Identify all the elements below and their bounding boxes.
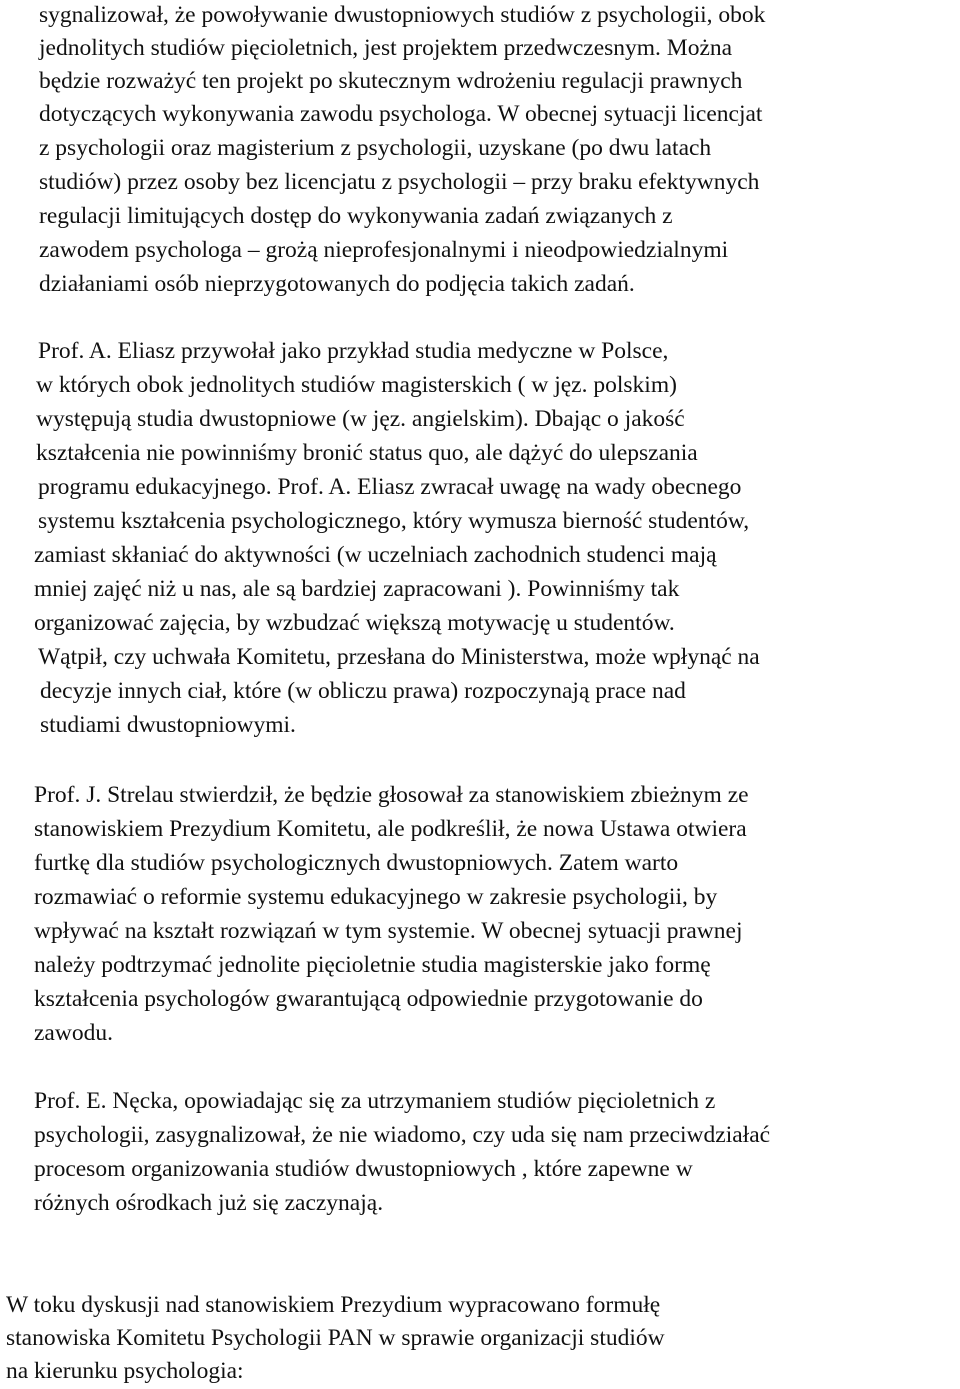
text-line: dotyczących wykonywania zawodu psychologa. W obecnej sytuacji licencjat bbox=[39, 101, 763, 127]
text-line: zamiast skłaniać do aktywności (w uczelniach zachodnich studenci mają bbox=[34, 542, 717, 568]
text-line: studiów) przez osoby bez licencjatu z psychologii – przy braku efektywnych bbox=[39, 169, 760, 195]
text-line: systemu kształcenia psychologicznego, który wymusza bierność studentów, bbox=[38, 508, 750, 534]
text-line: zawodem psychologa – grożą nieprofesjonalnymi i nieodpowiedzialnymi bbox=[39, 237, 729, 263]
text-line: zawodu. bbox=[34, 1020, 113, 1046]
text-line: jednolitych studiów pięcioletnich, jest projektem przedwczesnym. Można bbox=[39, 35, 733, 61]
text-line: rozmawiać o reformie systemu edukacyjnego w zakresie psychologii, by bbox=[34, 884, 718, 910]
text-line: studiami dwustopniowymi. bbox=[40, 712, 296, 738]
text-line: programu edukacyjnego. Prof. A. Eliasz zwracał uwagę na wady obecnego bbox=[38, 474, 742, 500]
text-line: wpływać na kształt rozwiązań w tym systemie. W obecnej sytuacji prawnej bbox=[34, 918, 743, 944]
text-line: sygnalizował, że powoływanie dwustopniowych studiów z psychologii, obok bbox=[39, 2, 766, 28]
text-line: regulacji limitujących dostęp do wykonywania zadań związanych z bbox=[39, 203, 673, 229]
text-line: Prof. E. Nęcka, opowiadając się za utrzymaniem studiów pięcioletnich z bbox=[34, 1088, 716, 1114]
text-line: kształcenia psychologów gwarantującą odpowiednie przygotowanie do bbox=[34, 986, 703, 1012]
text-line: Prof. J. Strelau stwierdził, że będzie głosował za stanowiskiem zbieżnym ze bbox=[34, 782, 749, 808]
text-line: będzie rozważyć ten projekt po skutecznym wdrożeniu regulacji prawnych bbox=[39, 68, 743, 94]
text-line: działaniami osób nieprzygotowanych do podjęcia takich zadań. bbox=[39, 271, 635, 297]
text-line: różnych ośrodkach już się zaczynają. bbox=[34, 1190, 384, 1216]
text-line: stanowiska Komitetu Psychologii PAN w sprawie organizacji studiów bbox=[6, 1325, 665, 1351]
text-line: procesom organizowania studiów dwustopniowych , które zapewne w bbox=[34, 1156, 693, 1182]
text-line: Wątpił, czy uchwała Komitetu, przesłana do Ministerstwa, może wpłynąć na bbox=[38, 644, 760, 670]
text-line: występują studia dwustopniowe (w jęz. angielskim). Dbając o jakość bbox=[36, 406, 685, 432]
text-line: psychologii, zasygnalizował, że nie wiadomo, czy uda się nam przeciwdziałać bbox=[34, 1122, 771, 1148]
text-line: w których obok jednolitych studiów magisterskich ( w jęz. polskim) bbox=[36, 372, 677, 398]
text-line: należy podtrzymać jednolite pięcioletnie studia magisterskie jako formę bbox=[34, 952, 711, 978]
text-line: organizować zajęcia, by wzbudzać większą motywację u studentów. bbox=[34, 610, 675, 636]
text-line: kształcenia nie powinniśmy bronić status quo, ale dążyć do ulepszania bbox=[36, 440, 698, 466]
text-line: z psychologii oraz magisterium z psychologii, uzyskane (po dwu latach bbox=[39, 135, 712, 161]
text-line: mniej zajęć niż u nas, ale są bardziej zapracowani ). Powinniśmy tak bbox=[34, 576, 680, 602]
text-line: W toku dyskusji nad stanowiskiem Prezydium wypracowano formułę bbox=[6, 1292, 661, 1318]
text-line: furtkę dla studiów psychologicznych dwustopniowych. Zatem warto bbox=[34, 850, 679, 876]
text-line: na kierunku psychologia: bbox=[6, 1358, 244, 1384]
text-line: stanowiskiem Prezydium Komitetu, ale podkreślił, że nowa Ustawa otwiera bbox=[34, 816, 747, 842]
text-line: decyzje innych ciał, które (w obliczu prawa) rozpoczynają prace nad bbox=[40, 678, 686, 704]
text-line: Prof. A. Eliasz przywołał jako przykład studia medyczne w Polsce, bbox=[38, 338, 669, 364]
